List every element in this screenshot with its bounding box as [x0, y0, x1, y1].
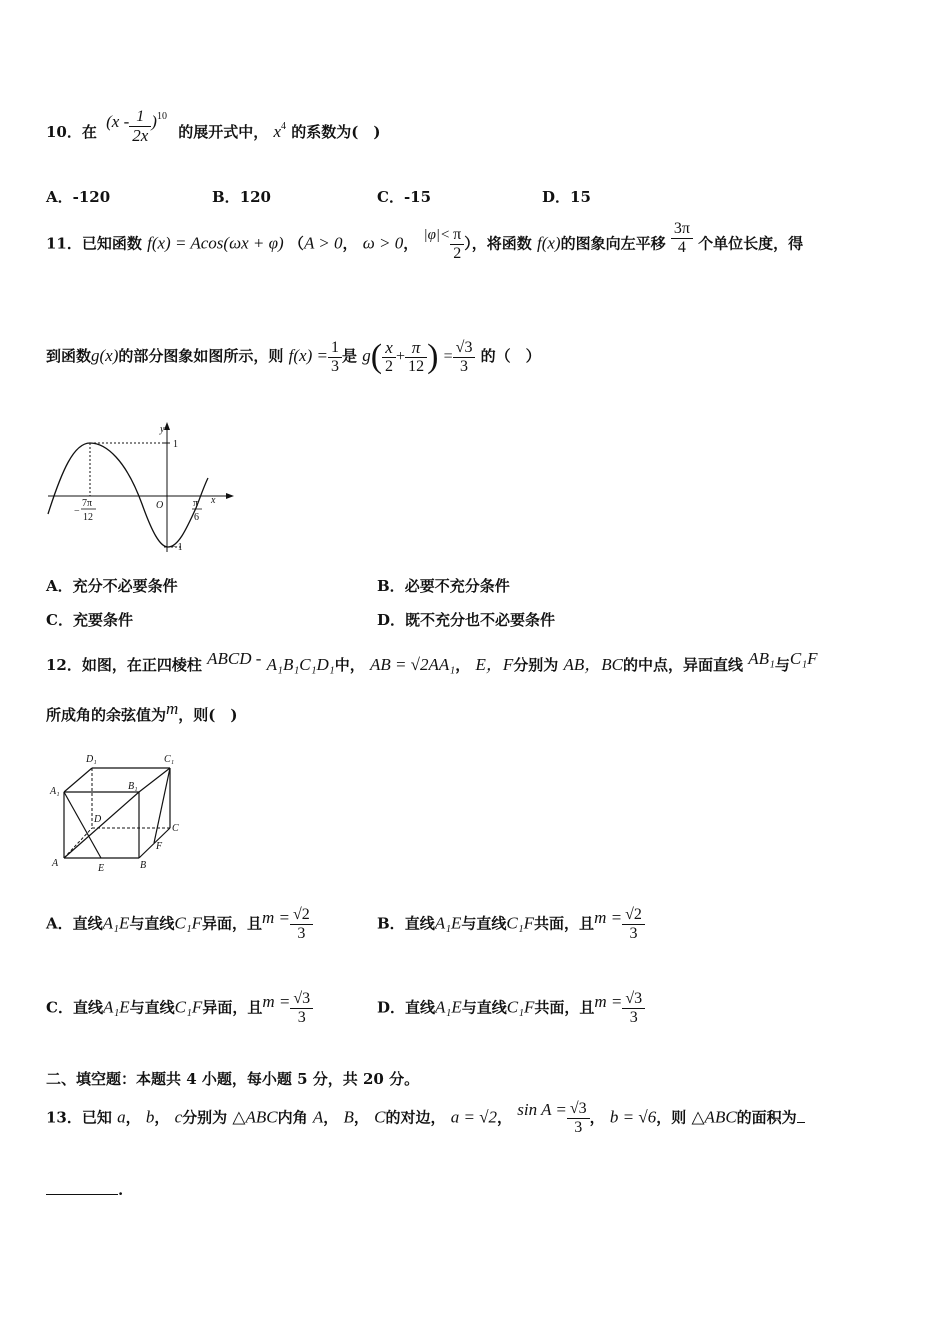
label-d1: D₁ — [86, 754, 97, 765]
q13-answer-line: . — [46, 1180, 123, 1199]
q12-stem-line2: 所成角的余弦值为m，则( ) — [46, 699, 238, 724]
q11-number: 11． — [46, 234, 82, 253]
label-12: 12 — [83, 512, 93, 523]
q13-stem: 13．已知 a， b， c分别为 △ABC内角 A， B， C的对边， a = √2， sin A = $\frac{√3}{3}$ ， b = √6，则 △ABC的面积为 — [46, 1100, 805, 1137]
label-minus-1: −1 — [172, 542, 183, 553]
q11-stem-line1: 11．已知函数 f(x) = Acos(ωx + φ) （A > 0， ω > 0， |φ|< $\frac{\pi}{2}$ ），将函数 f(x)的图象向左平移 $\frac{3\pi}{4}$ 个单位长度，得 — [46, 220, 804, 262]
q10-number: 10． — [46, 123, 82, 141]
label-e: E — [98, 863, 105, 874]
label-c1: C₁ — [164, 754, 175, 765]
q12-stem-line1: 12．如图，在正四棱柱 ABCD - A₁B₁C₁D₁中， AB = √2AA₁， E，F分别为 AB，BC的中点，异面直线 AB₁与C₁F — [46, 649, 818, 674]
q10-option-b[interactable]: B．120 — [212, 188, 271, 206]
line-a-b1 — [64, 792, 139, 858]
q10-option-d[interactable]: D．15 — [542, 188, 591, 206]
q13-number: 13． — [46, 1108, 82, 1127]
q12-option-c[interactable]: C．直线A₁E与直线C₁F异面，且m = $\frac{√3}{3}$ — [46, 990, 313, 1027]
label-c: C — [172, 823, 179, 834]
hidden-edge-a-d — [64, 828, 92, 858]
answer-blank[interactable] — [46, 1180, 118, 1195]
q12-number: 12． — [46, 656, 82, 674]
label-pi: π — [193, 498, 199, 509]
q11-option-c[interactable]: C．充要条件 — [46, 611, 133, 629]
label-b1: B₁ — [128, 781, 138, 792]
answer-blank-start — [797, 1122, 805, 1123]
label-d: D — [94, 814, 102, 825]
label-minus-sign: − — [74, 506, 80, 517]
curve-gx — [48, 443, 208, 547]
y-axis-arrow — [164, 422, 170, 430]
q11-option-d[interactable]: D．既不充分也不必要条件 — [377, 611, 556, 629]
y-label: y — [160, 424, 165, 435]
q10-expression: (x - $\frac{1}{2x}$ )$^{10}$ — [106, 108, 167, 145]
q12-option-a[interactable]: A．直线A₁E与直线C₁F异面，且m = $\frac{√2}{3}$ — [46, 906, 313, 943]
label-6: 6 — [194, 512, 199, 523]
q10-option-c[interactable]: C．-15 — [377, 188, 432, 206]
label-f: F — [156, 841, 163, 852]
q12-option-b[interactable]: B．直线A₁E与直线C₁F共面，且m = $\frac{√2}{3}$ — [377, 906, 645, 943]
label-1: 1 — [173, 439, 178, 450]
label-7pi: 7π — [82, 498, 93, 509]
q11-option-a[interactable]: A．充分不必要条件 — [46, 577, 178, 595]
q11-option-b[interactable]: B．必要不充分条件 — [377, 577, 510, 595]
label-a: A — [52, 858, 59, 869]
q10-option-a[interactable]: A．-120 — [46, 188, 111, 206]
x-axis-arrow — [226, 493, 234, 499]
q11-stem-line2: 到函数g(x)的部分图象如图所示，则 f(x) = $\frac{1}{3}$ 是 g( $\frac{x}{2}$ + $\frac{\pi}{12}$ ) = $\frac{√3}{3}$ 的（ ） — [46, 337, 541, 375]
label-b: B — [140, 860, 147, 871]
q11-graph — [44, 420, 240, 560]
q12-option-d[interactable]: D．直线A₁E与直线C₁F共面，且m = $\frac{√3}{3}$ — [377, 990, 645, 1027]
label-a1: A₁ — [50, 786, 60, 797]
section-heading: 二、填空题：本题共 4 小题，每小题 5 分，共 20 分。 — [46, 1070, 420, 1088]
edge-a1-d1 — [64, 768, 92, 792]
x-label: x — [211, 495, 216, 506]
origin-label: O — [156, 500, 164, 511]
q10-stem: 10．在 (x - $\frac{1}{2x}$ )$^{10}$ 的展开式中， $x^4$ 的系数为( ) — [46, 108, 381, 145]
q10-term: $x^4$ — [273, 121, 286, 141]
line-a1-e — [64, 792, 101, 858]
q12-prism-figure — [44, 748, 194, 876]
